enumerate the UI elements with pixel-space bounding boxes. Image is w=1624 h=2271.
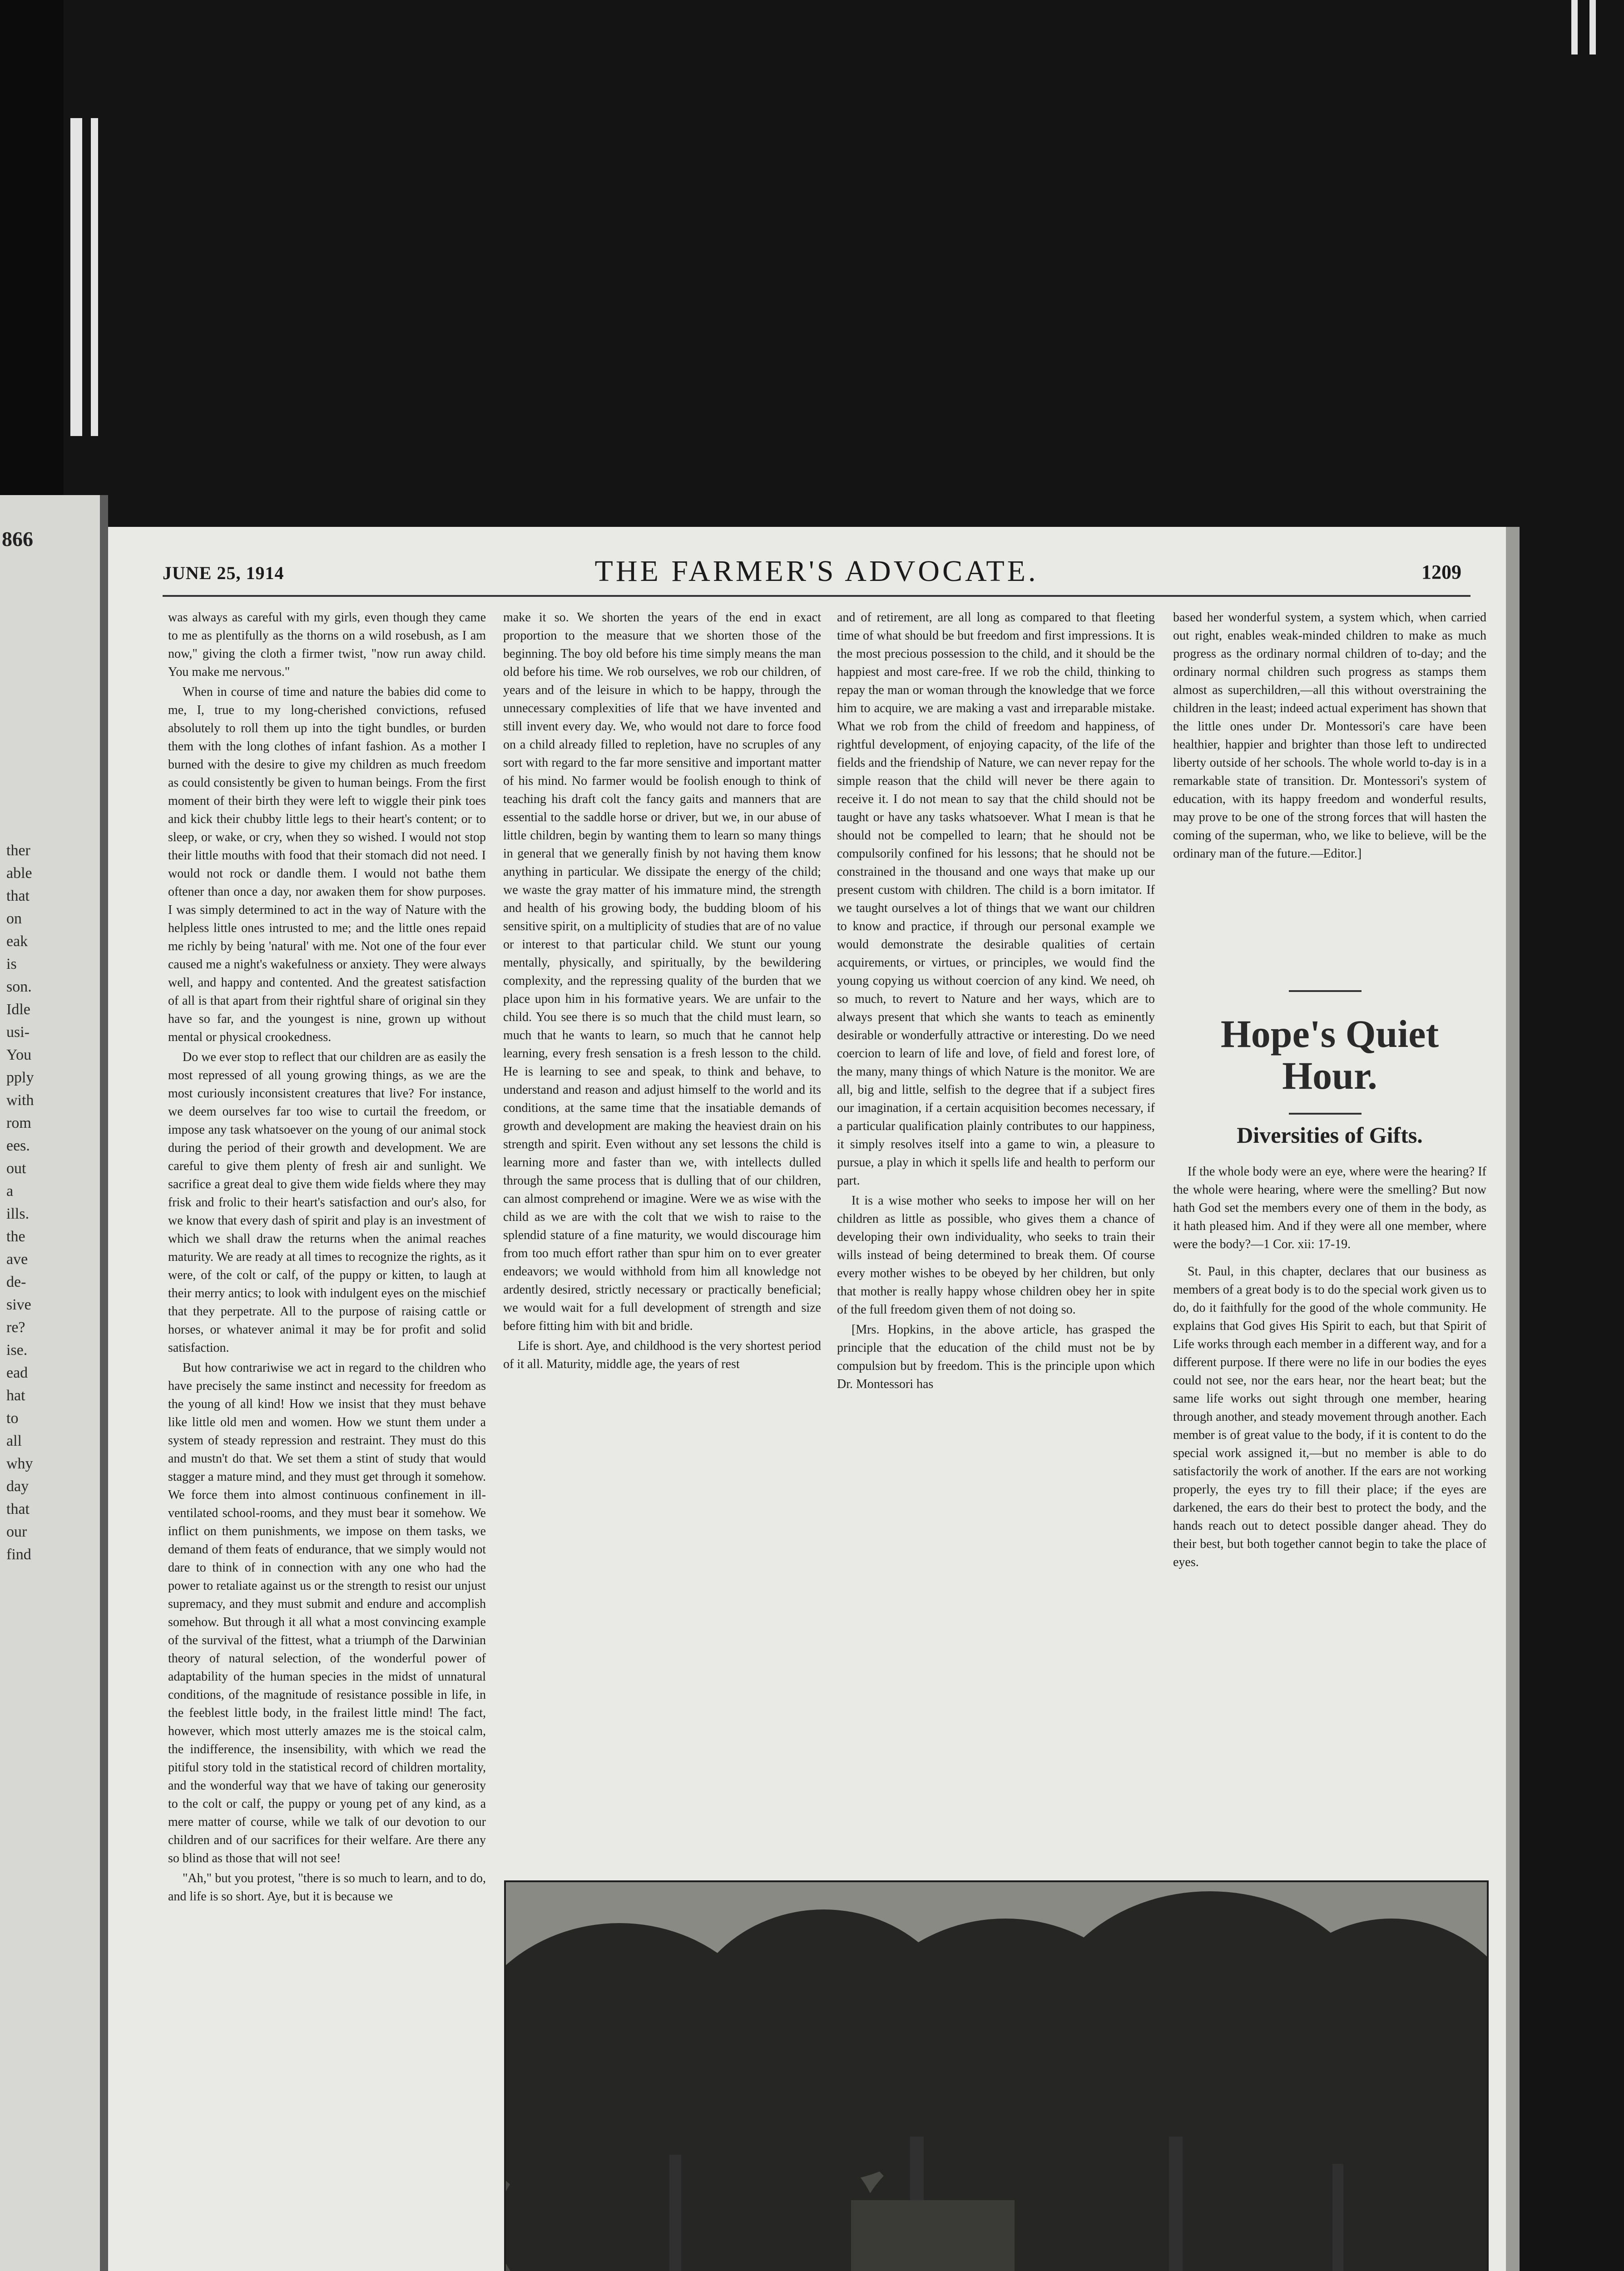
section-title: Hope's Quiet Hour.	[1220, 1012, 1439, 1097]
paragraph: based her wonderful system, a system which, when carried out right, enables weak-minded children to make as much progress as the ordinary normal children of to-day; and the ordinary normal children such progress as stamps them almost as superchildren,—all this without overstraining the children in the least; indeed actual experiment has shown that the little ones under Dr. Montessori's care have been healthier, happier and brighter than those left to undirected liberty outside of her schools. The whole world to-day is in a remarkable state of transition. Dr. Montessori's system of education, with its happy freedom and wonderful results, may prove to be one of the strong forces that will hasten the coming of the superman, who, we like to believe, will be the ordinary man of the future.—Editor.]	[1173, 610, 1486, 861]
paragraph: make it so. We shorten the years of the end in exact proportion to the measure that we shorten those of the beginning. The boy old before his time simply means the man old before his time. We rob ourselves, we rob our children, of years and of the leisure in which to be happy, through the unnecessary complexities of life that we have invented and still invent every day. We, who would not dare to force food on a child already filled to repletion, have no scruples of any sort with regard to the far more sensitive and important matter of his mind. No farmer would be foolish enough to think of teaching his draft colt the fancy gaits and manners that are essential to the saddle horse or driver, but we, in our abuse of little children, begin by wanting them to learn so many things in general that we generally finish by not having them know anything in particular. We dissipate the energy of the child; we waste the gray matter of his immature mind, the strength and health of his growing body, the budding bloom of his sensitive spirit, on a multiplicity of studies that are of no value or interest to that particular child. We stunt our young mentally, physically, and spiritually, by the bewildering complexity, and the repressing quality of the burden that we place upon him in his formative years. We are unfair to the child. You see there is so much that the child must learn, so much that he wants to learn, so much that he cannot help learning, every fresh sensation is a fresh lesson to the child. He is learning to see and speak, to think and behave, to understand and reason and adjust himself to the world and its conditions, at the same time that the insatiable demands of growth and development are making the heaviest drain on his strength and spirit. Even without any set lessons the child is learning more and faster than we, with intellects dulled through the same process that is dulling that of our children, can almost comprehend or imagine. Were we as wise with the child as we are with the colt that we wish to raise to the splendid stature of a fine maturity, we would discourage him from too much effort rather than spur him on to ever greater endeavors; we would withhold from him all knowledge not ardently desired, strictly necessary or practically beneficial; we would wait for a full development of strength and size before fitting him with bit and bridle.	[503, 610, 821, 1333]
facing-page-text-fragment: able	[6, 865, 32, 882]
film-edge-mark	[70, 118, 82, 436]
facing-page-text-fragment: out	[6, 1160, 26, 1177]
photograph-old-home	[504, 1880, 1489, 2271]
issue-date: JUNE 25, 1914	[163, 563, 284, 583]
scripture-verse: If the whole body were an eye, where were the hearing? If the whole were hearing, where were the smelling? But now hath God set the members every one of them in the body, as it hath pleased him. And if they were all one member, where were the body?—1 Cor. xii: 17-19.	[1173, 1165, 1486, 1251]
paragraph: [Mrs. Hopkins, in the above article, has grasped the principle that the education of the child must not be by compulsion but by freedom. This is the principle upon which Dr. Montessori has	[837, 1323, 1155, 1391]
facing-page-text-fragment: ther	[6, 842, 30, 859]
facing-page-text-fragment: to	[6, 1410, 19, 1427]
film-edge-mark	[1589, 0, 1596, 55]
facing-page-text-fragment: pply	[6, 1069, 34, 1086]
facing-page-text-fragment: ills.	[6, 1205, 30, 1222]
facing-page-text-fragment: a	[6, 1183, 14, 1200]
header-rule	[163, 595, 1471, 597]
facing-page-text-fragment: that	[6, 1501, 30, 1517]
facing-page-text-fragment: with	[6, 1092, 34, 1109]
masthead: THE FARMER'S ADVOCATE.	[594, 555, 1039, 588]
facing-page-text-fragment: ise.	[6, 1342, 28, 1359]
section-subtitle: Diversities of Gifts.	[1237, 1122, 1423, 1148]
facing-page-text-fragment: on	[6, 910, 22, 927]
article-column-1	[168, 609, 486, 2271]
facing-page-text-fragment: find	[6, 1546, 31, 1563]
paragraph: Life is short. Aye, and childhood is the very shortest period of it all. Maturity, middle age, the years of rest	[503, 1339, 821, 1371]
facing-page-text-fragment: day	[6, 1478, 29, 1495]
paragraph: St. Paul, in this chapter, declares that our business as members of a great body is to do the special work given us to do, do it faithfully for the good of the whole community. He explains that God gives His Spirit to each, but that Spirit of Life works through each member in a different way, and for a different purpose. If there were no life in our bodies the eyes could not see, nor the ears hear, nor the heart beat; but the same life works out sight through one member, hearing through another, and steady movement through another. Each member is of great value to the body, if it is content to do the special work assigned it,—but no member is able to do satisfactorily the work of another. If the ears are not working properly, the eyes try to fill their place; if the eyes are darkened, the ears do their best to protect the body, and the hands reach out to detect possible danger ahead. They do their best, but both together cannot begin to take the place of eyes.	[1173, 1264, 1486, 1569]
hope-column	[1173, 1163, 1486, 1871]
page-edge	[1506, 527, 1520, 2271]
facing-page-text-fragment: all	[6, 1433, 22, 1449]
section-rule	[1289, 990, 1362, 992]
facing-page-text-fragment: ead	[6, 1364, 28, 1381]
paragraph: Do we ever stop to reflect that our children are as easily the most repressed of all young growing things, as we are the most curiously inconsistent creatures that live? For instance, we deem ourselves far too wise to curtail the freedom, or impose any task whatsoever on the young of our animal stock during the period of their growth and development. We are careful to give them plenty of fresh air and sunlight. We sacrifice a great deal to give them wide fields where they may frisk and frolic to their heart's satisfaction and our's also, for we know that every dash of spirit and play is an investment of which we shall draw the returns when the animal reaches maturity. We are ready at all times to recognize the rights, as it were, of the colt or calf, of the puppy or kitten, to laugh at their merry antics; to look with indulgent eyes on the mischief that they perpetrate. All to the purpose of raising cattle or horses, or whatever animal it may be for profit and solid satisfaction.	[168, 1050, 486, 1355]
paragraph: "Ah," but you protest, "there is so much to learn, and to do, and life is so short. Aye, but it is because we	[168, 1871, 486, 1904]
facing-page-text-fragment: ave	[6, 1251, 28, 1268]
facing-page-text-fragment: that	[6, 888, 30, 904]
facing-page-text-fragment: re?	[6, 1319, 25, 1336]
facing-page-number: 866	[2, 527, 33, 550]
facing-page-text-fragment: You	[6, 1046, 32, 1063]
photo-scene	[506, 1882, 1487, 2271]
facing-page	[0, 495, 100, 2271]
paragraph: and of retirement, are all long as compared to that fleeting time of what should be but freedom and first impressions. It is the most precious possession to the child, and it should be the happiest and most care-free. If we rob the child, thinking to repay the man or woman through the knowledge that we force him to acquire, we are making a vast and irreparable mistake. What we rob from the child of freedom and happiness, of rightful development, of enjoying capacity, of the life of the fields and the friendship of Nature, we can never repay for the simple reason that the child will never be there again to receive it. I do not mean to say that the child should not be taught or have any tasks whatsoever. What I mean is that he should not be compelled to learn; that he should not be compulsorily confined for his lessons; that he should not be constrained in the thousand and one ways that make up our present custom with children. The child is a born imitator. If we taught ourselves a lot of things that we want our children to know and practice, if through our personal example we would demonstrate the desirable qualities of certain acquirements, or virtues, or principles, we would find the young copying us without coercion of any kind. We need, oh so much, to revert to Nature and her ways, which are to always present that which she wants to teach as eminently desirable or wonderfully attractive or interesting. Do we need coercion to learn of life and love, of field and forest lore, of the many, many things of which Nature is the monitor. We are all, big and little, selfish to the degree that if a subject fires our imagination, if a certain acquisition becomes necessary, if a particular qualification plainly contributes to our happiness, it simply resolves itself into a game to win, a pleasure to pursue, a play in which it spells life and health to perform our part.	[837, 610, 1155, 1188]
facing-page-text-fragment: sive	[6, 1296, 31, 1313]
page-gutter	[100, 495, 108, 2271]
paragraph: It is a wise mother who seeks to impose her will on her children as little as possible, who gives them a chance of developing their own individuality, who seeks to train their wills instead of being determined to break them. Of course every mother wishes to be obeyed by her children, but only that mother is really happy whose children obey her in spite of the full freedom given them of not doing so.	[837, 1194, 1155, 1317]
facing-page-text-fragment: eak	[6, 933, 28, 950]
facing-page-text-fragment: Idle	[6, 1001, 30, 1018]
paragraph: When in course of time and nature the babies did come to me, I, true to my long-cherished convictions, refused absolutely to roll them up into the tight bundles, or burden them with the long clothes of infant fashion. As a mother I burned with the desire to give my children as much freedom as could consistently be given to human beings. From the first moment of their birth they were left to wiggle their pink toes and kick their chubby little legs to their heart's content; or to sleep, or wake, or cry, when they so wished. I would not stop their little mouths with food that their stomach did not need. I would not rock or dandle them. I would not bathe them oftener than once a day, nor awaken them for show purposes. I was simply determined to act in the way of Nature with the helpless little ones intrusted to me; and the little ones repaid me richly by being 'natural' with me. Not one of the four ever caused me a night's wakefulness or anxiety. They were always well, and happy and contented. And the greatest satisfaction of all is that apart from their rightful share of original sin they have so far, and the youngest is nine, grown up without mental or physical crookedness.	[168, 685, 486, 1044]
section-rule	[1289, 1113, 1362, 1115]
page-header	[163, 554, 1471, 590]
film-edge-mark	[1571, 0, 1578, 55]
facing-page-text-fragment: ees.	[6, 1137, 30, 1154]
article-column-3	[837, 609, 1155, 1849]
page-number: 1209	[1421, 561, 1461, 583]
film-edge-mark	[91, 118, 98, 436]
paragraph: But how contrariwise we act in regard to the children who have precisely the same instinct and necessity for freedom as the young of all kind! How we insist that they must behave like little old men and women. How we stunt them under a system of steady repression and restraint. They must do this and mustn't do that. We set them a stint of study that would stagger a mature mind, and they must get through it somehow. We force them into almost continuous confinement in ill-ventilated school-rooms, and they must bear it somehow. We inflict on them punishments, we impose on them tasks, we demand of them feats of endurance, that we simply would not dare to think of in connection with any one who had the power to retaliate against us or the strength to resist our unjust supremacy, and they must submit and endure and accomplish somehow. But through it all what a most convincing example of the survival of the fittest, what a triumph of the Darwinian theory of natural selection, of the wonderful power of adaptability of the human species in the midst of unnatural conditions, of the magnitude of resistance possible in life, in the feeblest little body, in the frailest little mind! The fact, however, which most utterly amazes me is the stoical calm, the indifference, the insensibility, with which we read the pitiful story told in the statistical record of children mortality, and the wonderful way that we have of taking our generosity to the colt or calf, the puppy or young pet of any kind, as a mere matter of course, while we talk of our devotion to our children and of our sacrifices for their welfare. Are there any so blind as those that will not see!	[168, 1361, 486, 1865]
facing-page-text-fragment: the	[6, 1228, 25, 1245]
facing-page-text-fragment: our	[6, 1523, 27, 1540]
paragraph: was always as careful with my girls, even though they came to me as plentifully as the thorns on a wild rosebush, as I am now," giving the cloth a firmer twist, "now run away child. You make me nervous."	[168, 610, 486, 679]
facing-page-text-fragment: de-	[6, 1274, 26, 1290]
facing-page-text-fragment: rom	[6, 1115, 31, 1131]
facing-page-text-fragment: son.	[6, 978, 32, 995]
facing-page-text-fragment: hat	[6, 1387, 25, 1404]
newspaper-page	[108, 527, 1506, 2271]
facing-page-text-fragment: is	[6, 956, 17, 972]
facing-page-text-fragment: why	[6, 1455, 33, 1472]
facing-page-text-fragment: usi-	[6, 1024, 30, 1041]
article-column-2	[503, 609, 821, 1849]
